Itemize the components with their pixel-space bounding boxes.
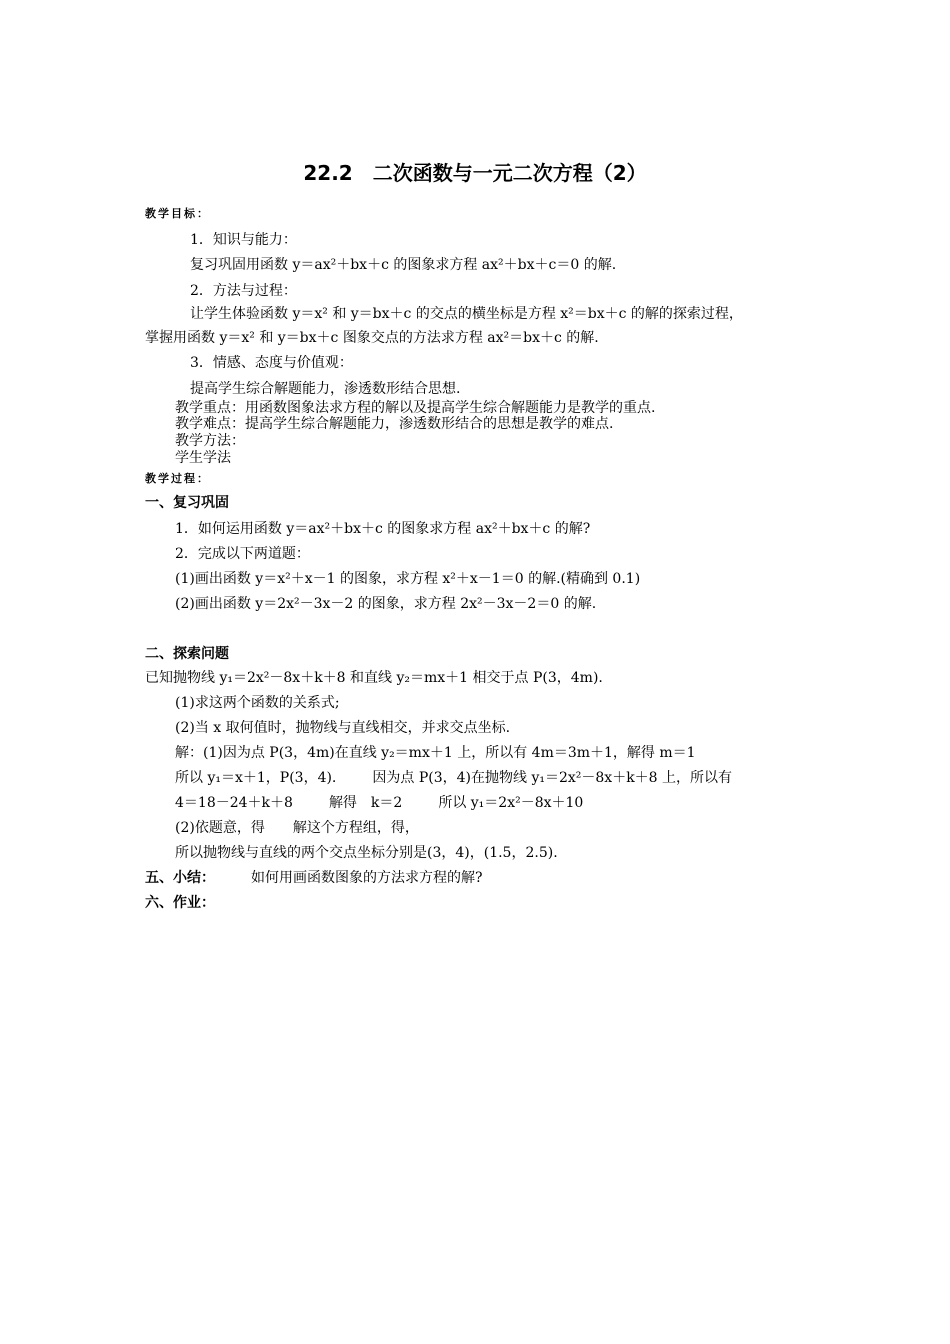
solution-line-3b: 解得 k＝2 [328,795,403,811]
process-heading: 教学过程： [145,472,210,485]
review-item-2: 2．完成以下两道题： [175,546,310,562]
difficulty: 教学难点：提高学生综合解题能力，渗透数形结合的思想是教学的难点. [175,416,614,432]
goals-heading: 教学目标： [145,207,210,220]
summary-line [145,869,483,887]
problem-part-1: (1)求这两个函数的关系式; [175,695,340,711]
goal1-heading: 1．知识与能力： [190,232,297,248]
problem-statement: 已知抛物线 y₁＝2x²－8x＋k＋8 和直线 y₂＝mx＋1 相交于点 P(3，4m). [145,670,603,686]
solution-line-2 [175,769,732,787]
solution-line-2a: 所以 y₁＝x＋1，P(3，4). [175,770,337,786]
solution-line-4a: (2)依题意，得 [175,820,265,836]
solution-line-5: 所以抛物线与直线的两个交点坐标分别是(3，4)，(1.5，2.5). [175,845,558,861]
solution-line-4 [175,819,419,837]
solution-line-4b: 解这个方程组，得， [292,820,419,836]
summary-text: 如何用画函数图象的方法求方程的解? [251,870,483,886]
review-item-1: 1．如何运用函数 y＝ax²＋bx＋c 的图象求方程 ax²＋bx＋c 的解? [175,521,591,537]
goal3-heading: 3．情感、态度与价值观： [190,355,353,371]
section-explore-heading: 二、探索问题 [145,646,229,662]
section-review-heading: 一、复习巩固 [145,495,229,511]
review-item-3: (1)画出函数 y＝x²＋x－1 的图象，求方程 x²＋x－1＝0 的解.(精确到 0.1) [175,571,641,587]
section-summary-heading: 五、小结： [145,870,215,886]
method-heading: 教学方法： [175,433,245,449]
solution-line-3c: 所以 y₁＝2x²－8x＋10 [438,795,584,811]
goal2-text-a: 让学生体验函数 y＝x² 和 y＝bx＋c 的交点的横坐标是方程 x²＝bx＋c 的解的探索过程， [190,306,743,322]
solution-line-1: 解：(1)因为点 P(3，4m)在直线 y₂＝mx＋1 上，所以有 4m＝3m＋1，解得 m＝1 [175,745,696,761]
page-title: 22.2 二次函数与一元二次方程（2） [303,161,647,185]
section-homework-heading: 六、作业： [145,895,215,911]
goal2-heading: 2．方法与过程： [190,283,297,299]
key-point: 教学重点：用函数图象法求方程的解以及提高学生综合解题能力是教学的重点. [175,400,656,416]
goal3-text: 提高学生综合解题能力，渗透数形结合思想. [190,381,461,397]
method-text: 学生学法 [175,450,231,466]
solution-line-2b: 因为点 P(3，4)在抛物线 y₁＝2x²－8x＋k＋8 上，所以有 [372,770,733,786]
problem-part-2: (2)当 x 取何值时，抛物线与直线相交，并求交点坐标. [175,720,511,736]
goal1-text: 复习巩固用函数 y＝ax²＋bx＋c 的图象求方程 ax²＋bx＋c＝0 的解. [190,257,617,273]
review-item-4: (2)画出函数 y＝2x²－3x－2 的图象，求方程 2x²－3x－2＝0 的解. [175,596,597,612]
solution-line-3 [175,794,583,812]
solution-line-3a: 4＝18－24＋k＋8 [175,795,293,811]
goal2-text-b: 掌握用函数 y＝x² 和 y＝bx＋c 图象交点的方法求方程 ax²＝bx＋c 的解. [145,330,599,346]
